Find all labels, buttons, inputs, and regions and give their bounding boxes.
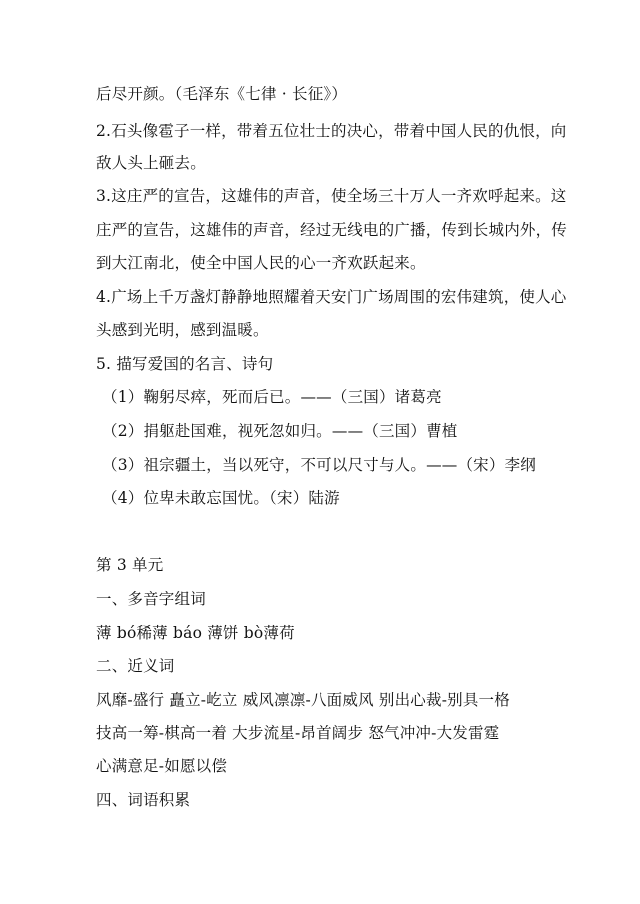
quote-item-4: （4）位卑未敢忘国忧。（宋）陆游 [102, 489, 340, 507]
section-heading-synonyms: 二、近义词 [96, 657, 175, 675]
unit-heading: 第 3 单元 [96, 556, 164, 574]
quote-item-1: （1）鞠躬尽瘁，死而后已。——（三国）诸葛亮 [102, 388, 442, 406]
text-line-polyphonic-words: 薄 bó稀薄 báo 薄饼 bò薄荷 [96, 624, 295, 642]
text-line-sentence-2-part-2: 敌人头上砸去。 [96, 154, 206, 172]
section-heading-polyphonic: 一、多音字组词 [96, 590, 206, 608]
text-line-sentence-4-part-2: 头感到光明，感到温暖。 [96, 321, 269, 339]
text-line-synonyms-2: 技高一筹-棋高一着 大步流星-昂首阔步 怒气冲冲-大发雷霆 [96, 724, 500, 742]
section-heading-patriotic-quotes: 5. 描写爱国的名言、诗句 [96, 355, 274, 373]
text-line-poem-ending: 后尽开颜。（毛泽东《七律 · 长征》） [96, 85, 348, 103]
text-line-sentence-3-part-2: 庄严的宣告，这雄伟的声音，经过无线电的广播，传到长城内外，传 [96, 221, 568, 239]
quote-item-3: （3）祖宗疆土，当以死守，不可以尺寸与人。——（宋）李纲 [102, 456, 536, 474]
text-line-synonyms-1: 风靡-盛行 矗立-屹立 威风凛凛-八面威风 别出心裁-别具一格 [96, 691, 510, 709]
text-line-sentence-2-part-1: 2.石头像雹子一样，带着五位壮士的决心，带着中国人民的仇恨，向 [96, 122, 567, 140]
quote-item-2: （2）捐躯赴国难，视死忽如归。——（三国）曹植 [102, 422, 458, 440]
text-line-sentence-3-part-1: 3.这庄严的宣告，这雄伟的声音，使全场三十万人一齐欢呼起来。这 [96, 187, 567, 205]
text-line-synonyms-3: 心满意足-如愿以偿 [96, 757, 228, 775]
text-line-sentence-3-part-3: 到大江南北，使全中国人民的心一齐欢跃起来。 [96, 254, 426, 272]
section-heading-word-accumulation: 四、词语积累 [96, 791, 191, 809]
text-line-sentence-4-part-1: 4.广场上千万盏灯静静地照耀着天安门广场周围的宏伟建筑，使人心 [96, 288, 567, 306]
